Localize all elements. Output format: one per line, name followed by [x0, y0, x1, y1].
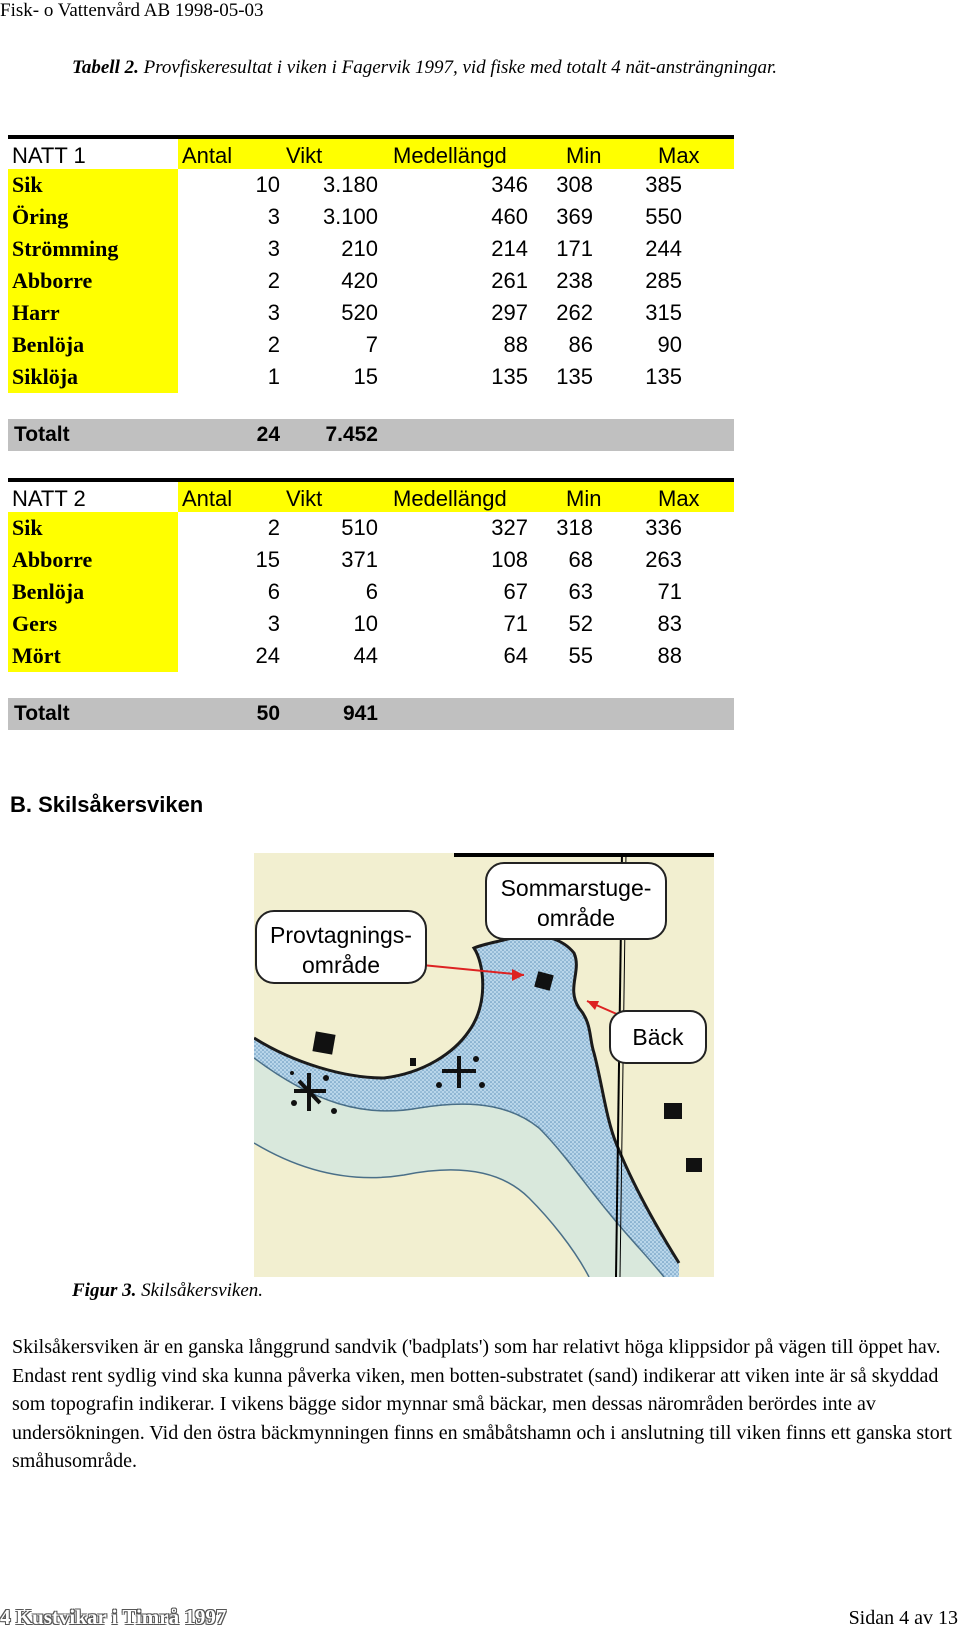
- cell-antal: 10: [255, 172, 280, 197]
- cell-antal: 2: [267, 515, 280, 540]
- table-row: [8, 265, 734, 297]
- building: [312, 1031, 335, 1054]
- cell-max: 550: [645, 204, 682, 229]
- species-name: Sik: [8, 512, 178, 544]
- species-name: Öring: [8, 201, 178, 233]
- cell-max: 263: [645, 547, 682, 572]
- cell-max: 88: [657, 643, 682, 668]
- page-header: Fisk- o Vattenvård AB 1998-05-03: [0, 0, 264, 21]
- total-vikt: 7.452: [325, 423, 378, 446]
- caption-text: Provfiskeresultat i viken i Fagervik 1997, vid fiske med totalt 4 nät-ansträngningar.: [138, 57, 778, 78]
- cell-medel: 67: [503, 579, 528, 604]
- cell-max: 71: [657, 579, 682, 604]
- cell-max: 385: [645, 172, 682, 197]
- cell-medel: 108: [491, 547, 528, 572]
- species-name: Gers: [8, 608, 178, 640]
- cell-vikt: 210: [341, 236, 378, 261]
- section-title: B. Skilsåkersviken: [10, 792, 204, 817]
- cell-antal: 15: [255, 547, 280, 572]
- table-row: [8, 512, 734, 544]
- table-natt2: [8, 478, 734, 730]
- cell-min: 68: [568, 547, 593, 572]
- species-name: Abborre: [8, 544, 178, 576]
- cell-medel: 71: [503, 611, 528, 636]
- cell-max: 90: [657, 332, 682, 357]
- total-label: Totalt: [14, 702, 70, 725]
- cell-medel: 327: [491, 515, 528, 540]
- species-name: Siklöja: [8, 361, 178, 393]
- total-vikt: 941: [342, 702, 378, 725]
- cell-min: 238: [556, 268, 593, 293]
- cell-medel: 297: [491, 300, 528, 325]
- total-antal: 24: [256, 423, 280, 446]
- table-body: [8, 169, 734, 393]
- cell-vikt: 6: [365, 579, 378, 604]
- table-row: [8, 361, 734, 393]
- table-row: [8, 640, 734, 672]
- cell-vikt: 15: [353, 364, 378, 389]
- cell-min: 63: [568, 579, 593, 604]
- species-name: Sik: [8, 169, 178, 201]
- cell-vikt: 420: [341, 268, 378, 293]
- table-natt1: [8, 135, 734, 451]
- cell-antal: 3: [267, 204, 280, 229]
- species-name: Strömming: [8, 233, 178, 265]
- table-caption: [72, 54, 792, 81]
- cell-antal: 3: [267, 611, 280, 636]
- map-label-sommarstuge-1: Sommarstuge-: [500, 875, 652, 901]
- col-medellangd: Medellängd: [393, 486, 507, 511]
- cell-min: 135: [556, 364, 593, 389]
- footer-title: 4 Kustvikar i Timrå 1997: [0, 1605, 227, 1629]
- figure-caption: [72, 1280, 263, 1302]
- night-label: NATT 1: [12, 143, 86, 168]
- cell-min: 171: [556, 236, 593, 261]
- cell-vikt: 510: [341, 515, 378, 540]
- figure-caption-text: Skilsåkersviken.: [136, 1280, 264, 1301]
- table-row: [8, 169, 734, 201]
- col-min: Min: [566, 143, 602, 168]
- cell-min: 369: [556, 204, 593, 229]
- cell-medel: 261: [491, 268, 528, 293]
- cell-medel: 135: [491, 364, 528, 389]
- cell-medel: 460: [491, 204, 528, 229]
- table-header: [8, 135, 734, 169]
- total-antal: 50: [256, 702, 280, 725]
- total-label: Totalt: [14, 423, 70, 446]
- cell-vikt: 10: [353, 611, 378, 636]
- cell-antal: 2: [267, 332, 280, 357]
- col-max: Max: [658, 486, 700, 511]
- species-name: Mört: [8, 640, 178, 672]
- cell-max: 83: [657, 611, 682, 636]
- total-row: [8, 698, 734, 730]
- cell-antal: 1: [267, 364, 280, 389]
- col-min: Min: [566, 486, 602, 511]
- map-label-sommarstuge-2: område: [537, 905, 615, 931]
- cell-min: 86: [568, 332, 593, 357]
- species-name: Benlöja: [8, 576, 178, 608]
- cell-vikt: 3.180: [322, 172, 378, 197]
- cell-vikt: 3.100: [322, 204, 378, 229]
- map-label-back: Bäck: [632, 1024, 684, 1050]
- col-antal: Antal: [182, 486, 233, 511]
- table-header: [8, 478, 734, 512]
- map-figure: [254, 853, 714, 1277]
- cell-min: 55: [568, 643, 593, 668]
- cell-max: 285: [645, 268, 682, 293]
- cell-vikt: 371: [341, 547, 378, 572]
- cell-antal: 2: [267, 268, 280, 293]
- col-medellangd: Medellängd: [393, 143, 507, 168]
- cell-max: 135: [645, 364, 682, 389]
- table-row: [8, 233, 734, 265]
- footer-page-number: Sidan 4 av 13: [848, 1607, 958, 1629]
- cell-medel: 88: [503, 332, 528, 357]
- cell-vikt: 7: [365, 332, 378, 357]
- building: [686, 1158, 702, 1172]
- species-name: Abborre: [8, 265, 178, 297]
- cell-min: 262: [556, 300, 593, 325]
- cell-medel: 346: [491, 172, 528, 197]
- cell-min: 52: [568, 611, 593, 636]
- cell-max: 336: [645, 515, 682, 540]
- cell-max: 315: [645, 300, 682, 325]
- cell-min: 308: [556, 172, 593, 197]
- species-name: Harr: [8, 297, 178, 329]
- map-label-provtagning-1: Provtagnings-: [270, 922, 412, 948]
- cell-vikt: 44: [353, 643, 378, 668]
- building: [664, 1103, 682, 1119]
- total-row: [8, 419, 734, 451]
- table-row: [8, 608, 734, 640]
- table-row: [8, 201, 734, 233]
- cell-medel: 214: [491, 236, 528, 261]
- col-max: Max: [658, 143, 700, 168]
- table-body: [8, 512, 734, 672]
- species-name: Benlöja: [8, 329, 178, 361]
- night-label: NATT 2: [12, 486, 86, 511]
- caption-label: Tabell 2.: [72, 57, 139, 78]
- cell-medel: 64: [503, 643, 528, 668]
- body-paragraph: Skilsåkersviken är en ganska långgrund sandvik ('badplats') som har relativt höga klippsidor på vägen till öppet hav. Endast rent sydlig vind ska kunna påverka viken, men botten-substratet (sand) indikerar att viken inte är så skyddad som topografin indikerar. I vikens bägge sidor mynnar små bäckar, men dessas närområden berördes inte av undersökningen. Vid den östra bäckmynningen finns en småbåtshamn och i anslutning till viken finns ett ganska stort småhusområde.: [12, 1336, 952, 1472]
- col-antal: Antal: [182, 143, 233, 168]
- map-label-provtagning-2: område: [302, 952, 380, 978]
- cell-antal: 6: [267, 579, 280, 604]
- cell-min: 318: [556, 515, 593, 540]
- table-row: [8, 329, 734, 361]
- col-vikt: Vikt: [286, 143, 323, 168]
- figure-caption-label: Figur 3.: [72, 1280, 137, 1301]
- cell-antal: 24: [255, 643, 280, 668]
- cell-vikt: 520: [341, 300, 378, 325]
- cell-antal: 3: [267, 236, 280, 261]
- cell-antal: 3: [267, 300, 280, 325]
- cell-max: 244: [645, 236, 682, 261]
- table-row: [8, 576, 734, 608]
- col-vikt: Vikt: [286, 486, 323, 511]
- table-row: [8, 544, 734, 576]
- table-row: [8, 297, 734, 329]
